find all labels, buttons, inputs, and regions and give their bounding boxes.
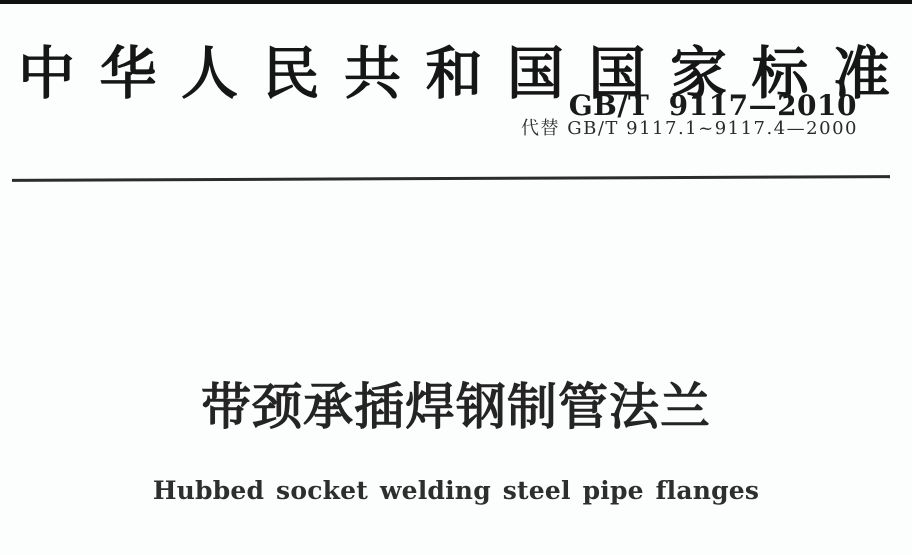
standard-title-chinese: 带颈承插焊钢制管法兰 xyxy=(201,378,711,436)
national-standard-heading: 中 华 人 民 共 和 国 国 家 标 准 xyxy=(18,40,890,108)
header-divider-rule xyxy=(12,175,890,182)
replaces-note: 代替 GB/T 9117.1~9117.4—2000 xyxy=(521,118,858,139)
standard-title-english: Hubbed socket welding steel pipe flanges xyxy=(152,476,760,505)
scan-top-edge-artifact xyxy=(0,0,912,4)
standard-code: GB/T 9117—2010 xyxy=(568,89,857,122)
